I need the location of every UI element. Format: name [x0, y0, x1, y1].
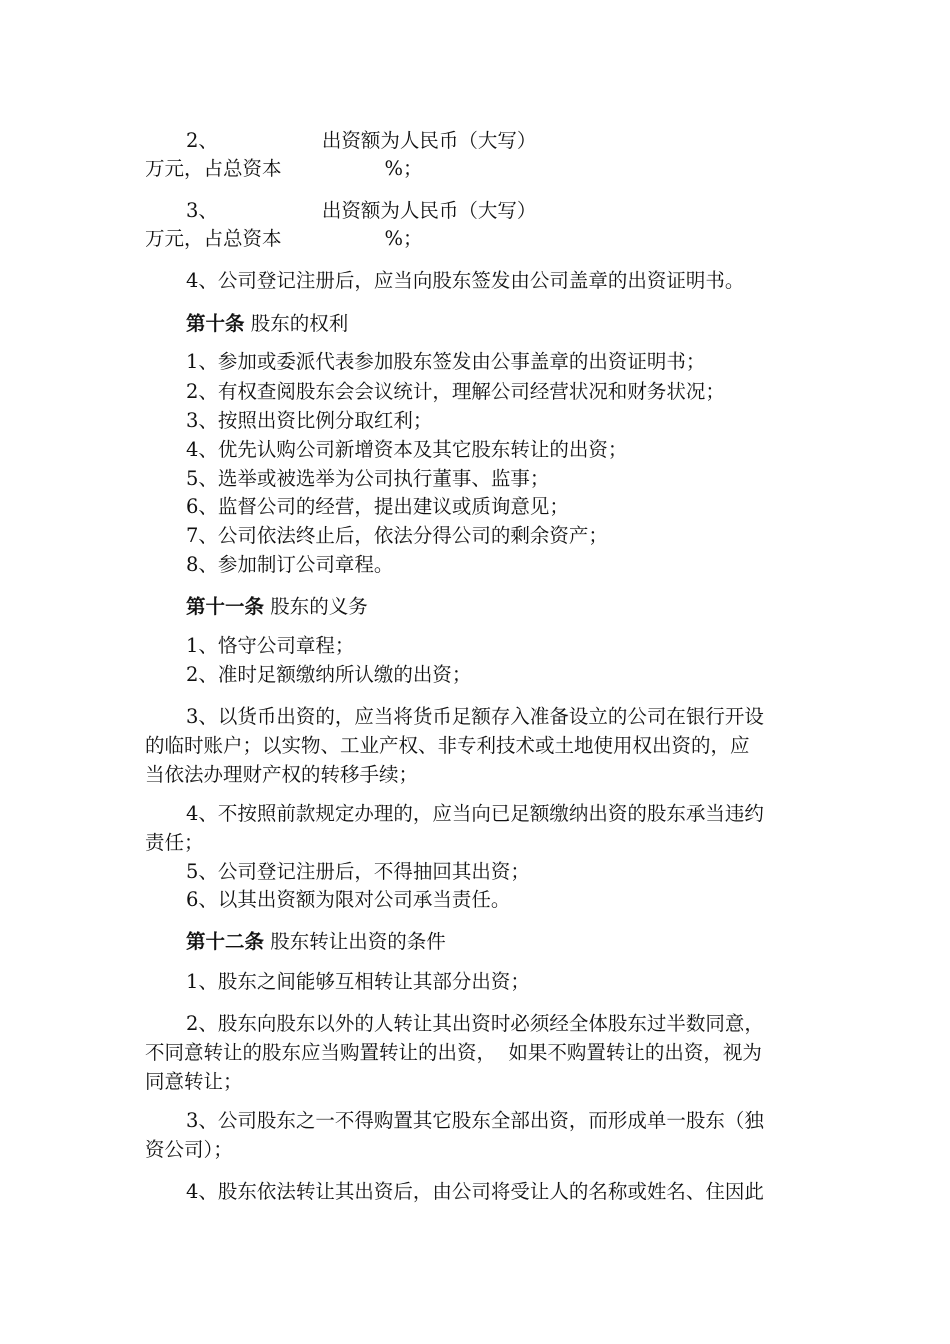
section10-heading: [186, 314, 348, 334]
sec9-item3-capital: 万元，占总资本: [145, 227, 282, 250]
sec9-item3-number: 3、: [186, 199, 218, 222]
section12-label: 第十二条: [186, 930, 265, 953]
sec11-item-4-line1: 4、不按照前款规定办理的，应当向已足额缴纳出资的股东承当违约: [186, 802, 764, 825]
sec9-item2-line2: [145, 159, 423, 179]
sec11-item-3-line3: 当依法办理财产权的转移手续；: [145, 763, 419, 786]
section11-label: 第十一条: [186, 595, 265, 618]
sec9-item3-line2: [145, 229, 423, 249]
section10-label: 第十条: [186, 312, 245, 335]
sec9-item4: 4、公司登记注册后，应当向股东签发由公司盖章的出资证明书。: [186, 269, 745, 292]
sec10-item-2: 2、有权查阅股东会会议统计，理解公司经营状况和财务状况；: [186, 380, 725, 403]
sec10-item-4: 4、优先认购公司新增资本及其它股东转让的出资；: [186, 438, 628, 461]
sec9-item3-percent: %；: [384, 227, 423, 250]
sec12-item-4-line1: 4、股东依法转让其出资后，由公司将受让人的名称或姓名、住因此: [186, 1180, 764, 1203]
section11-title: 股东的义务: [270, 595, 368, 618]
sec9-item3-line1: [186, 201, 536, 221]
sec11-item-3-line1: 3、以货币出资的，应当将货币足额存入准备设立的公司在银行开设: [186, 705, 764, 728]
sec11-item-6: 6、以其出资额为限对公司承当责任。: [186, 888, 511, 911]
sec11-item-5: 5、公司登记注册后，不得抽回其出资；: [186, 860, 530, 883]
sec12-item-1: 1、股东之间能够互相转让其部分出资；: [186, 970, 530, 993]
sec12-item-3-line1: 3、公司股东之一不得购置其它股东全部出资，而形成单一股东（独: [186, 1109, 764, 1132]
sec12-item-2-line2: 不同意转让的股东应当购置转让的出资， 如果不购置转让的出资，视为: [145, 1041, 762, 1064]
section12-heading: [186, 932, 446, 952]
sec11-item-4-line2: 责任；: [145, 831, 204, 854]
sec10-item-8: 8、参加制订公司章程。: [186, 553, 394, 576]
sec11-item-1: 1、恪守公司章程；: [186, 634, 355, 657]
sec10-item-1: 1、参加或委派代表参加股东签发由公事盖章的出资证明书；: [186, 350, 706, 373]
sec12-item-2-line3: 同意转让；: [145, 1070, 243, 1093]
sec10-item-3: 3、按照出资比例分取红利；: [186, 409, 433, 432]
section11-heading: [186, 597, 368, 617]
sec11-item-3-line2: 的临时账户；以实物、工业产权、非专利技术或土地使用权出资的，应: [145, 734, 750, 757]
sec10-item-5: 5、选举或被选举为公司执行董事、监事；: [186, 467, 550, 490]
sec10-item-7: 7、公司依法终止后，依法分得公司的剩余资产；: [186, 524, 608, 547]
section10-title: 股东的权利: [250, 312, 349, 335]
sec12-item-2-line1: 2、股东向股东以外的人转让其出资时必须经全体股东过半数同意，: [186, 1012, 764, 1035]
sec9-item2-amount: 出资额为人民币（大写）: [321, 129, 537, 152]
sec9-item3-amount: 出资额为人民币（大写）: [321, 199, 537, 222]
sec10-item-6: 6、监督公司的经营，提出建议或质询意见；: [186, 495, 569, 518]
sec11-item-2: 2、准时足额缴纳所认缴的出资；: [186, 663, 472, 686]
section12-title: 股东转让出资的条件: [270, 930, 446, 953]
sec9-item2-number: 2、: [186, 129, 218, 152]
sec9-item2-line1: [186, 131, 536, 151]
sec9-item2-percent: %；: [384, 157, 423, 180]
sec9-item2-capital: 万元，占总资本: [145, 157, 282, 180]
sec12-item-3-line2: 资公司）；: [145, 1138, 233, 1161]
